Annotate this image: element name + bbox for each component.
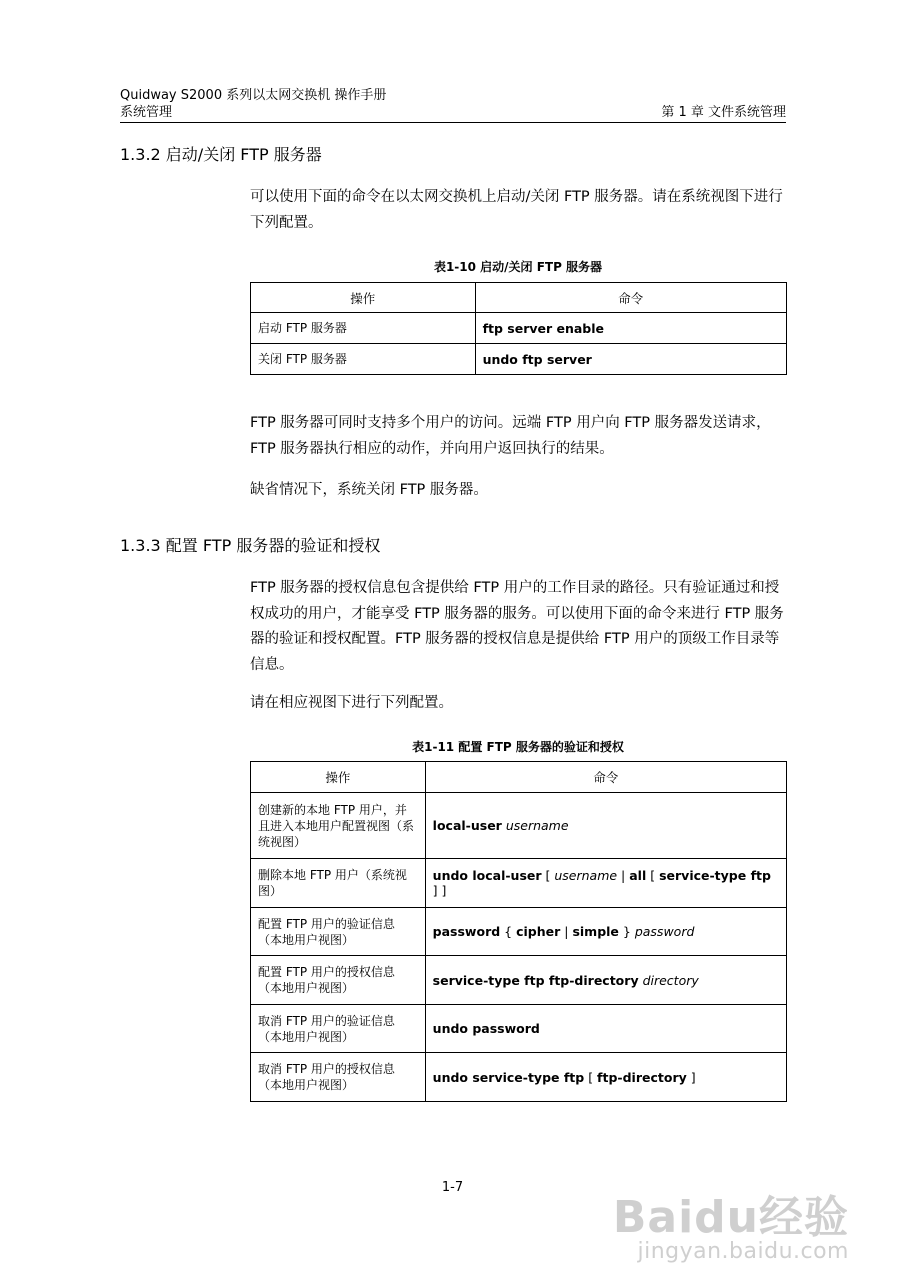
- cmd-argument: password: [634, 924, 695, 939]
- cmd-cell: [425, 793, 786, 859]
- cmd-cell: [425, 908, 786, 956]
- section-label: 系统管理: [120, 105, 173, 120]
- cmd-cell: [425, 1005, 786, 1053]
- cmd-syntax: ]: [686, 1069, 696, 1085]
- cmd-keyword: simple: [572, 924, 619, 939]
- cmd-syntax: |: [617, 868, 630, 883]
- baidu-watermark: [612, 1192, 849, 1264]
- chapter-label: 第 1 章 文件系统管理: [661, 105, 786, 120]
- cmd-cell: [425, 956, 786, 1005]
- auth-intro-paragraph: FTP 服务器的授权信息包含提供给 FTP 用户的工作目录的路径。只有验证通过和授权成功的用户，才能享受 FTP 服务器的服务。可以使用下面的命令来进行 FTP 服务器的验证和授权配置。FTP 服务器的授权信息是提供给 FTP 用户的顶级工作目录等信息。: [250, 580, 784, 673]
- table-row: [251, 859, 787, 908]
- cmd-keyword: service-type ftp: [659, 868, 771, 883]
- op-cell: 创建新的本地 FTP 用户，并且进入本地用户配置视图（系统视图）: [251, 793, 426, 859]
- col-header-op: 操作: [251, 283, 476, 313]
- cmd-cell: ftp server enable: [475, 313, 786, 344]
- table-row: [251, 313, 787, 344]
- op-cell: 取消 FTP 用户的授权信息（本地用户视图）: [251, 1053, 426, 1102]
- default-state-paragraph: 缺省情况下，系统关闭 FTP 服务器。: [250, 482, 488, 498]
- table-1-10-caption: 表1-10 启动/关闭 FTP 服务器: [433, 260, 603, 274]
- op-cell: 取消 FTP 用户的验证信息（本地用户视图）: [251, 1005, 426, 1053]
- heading-1-3-2: 1.3.2 启动/关闭 FTP 服务器: [120, 145, 322, 164]
- config-view-paragraph: 请在相应视图下进行下列配置。: [250, 695, 453, 711]
- cmd-keyword: all: [629, 868, 647, 883]
- cmd-cell: [425, 859, 786, 908]
- cmd-keyword: local-user: [432, 818, 502, 833]
- intro-paragraph: 可以使用下面的命令在以太网交换机上启动/关闭 FTP 服务器。请在系统视图下进行下列配置。: [250, 189, 783, 231]
- table-1-11-caption: 表1-11 配置 FTP 服务器的验证和授权: [412, 740, 624, 754]
- table-row: [251, 1005, 787, 1053]
- doc-title: Quidway S2000 系列以太网交换机 操作手册: [120, 88, 387, 103]
- cmd-syntax: }: [618, 924, 635, 939]
- cmd-syntax: [: [541, 868, 555, 883]
- cmd-keyword: cipher: [516, 924, 561, 939]
- cmd-syntax: [: [646, 868, 660, 883]
- cmd-cell: undo ftp server: [475, 344, 786, 375]
- op-cell: 删除本地 FTP 用户（系统视图）: [251, 859, 426, 908]
- col-header-op: 操作: [251, 762, 426, 793]
- op-cell: 配置 FTP 用户的授权信息（本地用户视图）: [251, 956, 426, 1005]
- table-row: [251, 1053, 787, 1102]
- cmd-keyword: password: [432, 924, 501, 939]
- table-header-row: [251, 762, 787, 793]
- heading-1-3-3: 1.3.3 配置 FTP 服务器的验证和授权: [120, 536, 381, 555]
- table-1-10: [250, 282, 787, 375]
- table-row: [251, 908, 787, 956]
- cmd-argument: username: [554, 868, 618, 883]
- table-row: [251, 793, 787, 859]
- table-row: [251, 344, 787, 375]
- col-header-cmd: 命令: [475, 283, 786, 313]
- cmd-keyword: undo local-user: [432, 868, 542, 883]
- ftp-multi-user-paragraph: FTP 服务器可同时支持多个用户的访问。远端 FTP 用户向 FTP 服务器发送请求，FTP 服务器执行相应的动作，并向用户返回执行的结果。: [250, 415, 771, 457]
- cmd-syntax: [: [584, 1069, 598, 1085]
- cmd-argument: directory: [638, 972, 699, 988]
- op-cell: 配置 FTP 用户的验证信息（本地用户视图）: [251, 908, 426, 956]
- cmd-keyword: service-type ftp ftp-directory: [432, 972, 639, 988]
- cmd-keyword: undo service-type ftp: [432, 1069, 585, 1085]
- op-cell: 关闭 FTP 服务器: [251, 344, 476, 375]
- col-header-cmd: 命令: [425, 762, 786, 793]
- cmd-cell: [425, 1053, 786, 1102]
- cmd-keyword: undo password: [432, 1021, 540, 1036]
- cmd-syntax: {: [500, 924, 517, 939]
- op-cell: 启动 FTP 服务器: [251, 313, 476, 344]
- cmd-syntax: ] ]: [432, 883, 447, 898]
- header-rule: [120, 122, 786, 123]
- cmd-keyword: ftp-directory: [597, 1069, 687, 1085]
- page-number: 1-7: [441, 1180, 464, 1195]
- watermark-url: jingyan.baidu.com: [637, 1239, 849, 1264]
- table-header-row: [251, 283, 787, 313]
- cmd-argument: username: [501, 818, 569, 833]
- baidu-logo: Baidu经验: [612, 1192, 849, 1243]
- table-row: [251, 956, 787, 1005]
- cmd-syntax: |: [560, 924, 573, 939]
- table-1-11: [250, 761, 787, 1102]
